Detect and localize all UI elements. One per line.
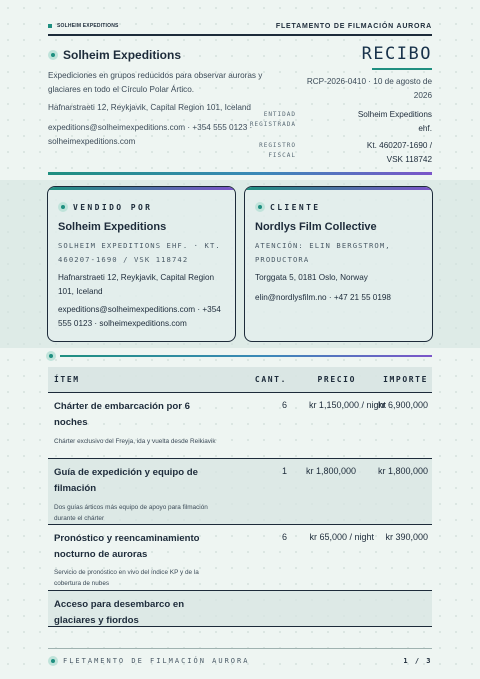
meta-tax-registration	[242, 139, 432, 167]
page-footer	[48, 648, 432, 672]
item-price: kr 1,150,000 / night	[308, 400, 386, 410]
section-gradient-rule	[60, 355, 432, 357]
bullet-dot-icon	[58, 202, 68, 212]
seller-legal: SOLHEIM EXPEDITIONS EHF. · KT. 460207-1690 / VSK 118742	[58, 241, 221, 264]
table-row	[48, 591, 432, 627]
seller-heading-text: VENDIDO POR	[73, 202, 153, 212]
client-card	[244, 186, 433, 342]
client-heading-text: CLIENTE	[270, 202, 321, 212]
seller-heading	[58, 202, 152, 212]
company-name-text: Solheim Expeditions	[63, 48, 182, 62]
meta-value: Solheim Expeditions ehf.	[357, 110, 432, 133]
seller-address: Hafnarstraeti 12, Reykjavik, Capital Region 101, Iceland	[58, 273, 215, 296]
table-row	[48, 393, 432, 459]
item-title: Acceso para desembarco en glaciares y fiordos	[54, 599, 185, 626]
client-name: Nordlys Film Collective	[255, 221, 377, 233]
footer-label-text: FLETAMENTO DE FILMACIÓN AURORA	[63, 656, 250, 665]
meta-label: REGISTRO FISCAL	[259, 142, 296, 159]
company-contact: expeditions@solheimexpeditions.com · +354 555 0123 · solheimexpeditions.com	[48, 123, 253, 146]
item-title: Pronóstico y reencaminamiento nocturno de auroras	[54, 533, 200, 560]
item-price: kr 1,800,000	[305, 466, 356, 476]
client-heading	[255, 202, 321, 212]
item-description: Servicio de pronóstico en vivo del índice KP y de la cobertura de nubes	[54, 569, 199, 587]
seller-card	[47, 186, 236, 342]
bullet-dot-icon	[48, 656, 58, 666]
document-type-label: FLETAMENTO DE FILMACIÓN AURORA	[275, 22, 432, 30]
meta-label: ENTIDAD REGISTRADA	[249, 111, 296, 128]
page-number: 1 / 3	[403, 656, 432, 665]
column-header-qty: CANT.	[254, 375, 287, 384]
meta-value: Kt. 460207-1690 / VSK 118742	[366, 141, 432, 164]
item-description: Chárter exclusivo del Freyja, ida y vuelta desde Reikiavik	[54, 438, 216, 445]
item-amount: kr 6,900,000	[377, 400, 428, 410]
top-bar	[48, 16, 432, 36]
brand-mini	[48, 23, 119, 29]
column-header-price: PRECIO	[317, 375, 356, 384]
item-quantity: 1	[281, 466, 287, 476]
column-header-amount: IMPORTE	[383, 375, 428, 384]
item-description: Dos guías árticos más equipo de apoyo para filmación durante el chárter	[54, 504, 208, 522]
item-price: kr 65,000 / night	[309, 532, 374, 542]
document-reference: RCP-2026-0410 · 10 de agosto de 2026	[306, 77, 432, 100]
company-address: Hafnarstraeti 12, Reykjavik, Capital Region 101, Iceland	[48, 103, 251, 112]
item-title: Chárter de embarcación por 6 noches	[54, 401, 190, 428]
item-quantity: 6	[281, 400, 287, 410]
meta-registered-entity	[242, 108, 432, 136]
client-attention: ATENCIÓN: ELIN BERGSTROM, PRODUCTORA	[255, 241, 391, 264]
brand-square-icon	[48, 24, 52, 28]
bullet-dot-icon	[48, 50, 58, 60]
bullet-dot-icon	[255, 202, 265, 212]
document-title: RECIBO	[361, 44, 432, 64]
header-gradient-rule	[48, 172, 432, 175]
column-header-item: ÍTEM	[54, 375, 80, 384]
item-title: Guía de expedición y equipo de filmación	[54, 467, 198, 494]
item-amount: kr 1,800,000	[377, 466, 428, 476]
table-row	[48, 525, 432, 591]
table-row	[48, 459, 432, 525]
section-dot-icon	[46, 351, 56, 361]
title-underline	[372, 68, 432, 70]
company-name	[48, 48, 181, 62]
seller-name: Solheim Expeditions	[58, 221, 167, 233]
footer-label	[48, 656, 249, 666]
document-header	[48, 44, 432, 176]
item-quantity: 6	[281, 532, 287, 542]
item-amount: kr 390,000	[385, 532, 428, 542]
client-contact: elin@nordlysfilm.no · +47 21 55 0198	[255, 293, 391, 302]
client-address: Torggata 5, 0181 Oslo, Norway	[255, 273, 368, 282]
brand-mini-label: SOLHEIM EXPEDITIONS	[57, 23, 119, 29]
line-items-table	[48, 367, 432, 627]
seller-contact: expeditions@solheimexpeditions.com · +354 555 0123 · solheimexpeditions.com	[58, 305, 221, 328]
table-header	[48, 367, 432, 393]
company-tagline: Expediciones en grupos reducidos para observar auroras y glaciares en todo el Círculo Polar Ártico.	[48, 71, 263, 94]
top-divider	[48, 34, 432, 36]
